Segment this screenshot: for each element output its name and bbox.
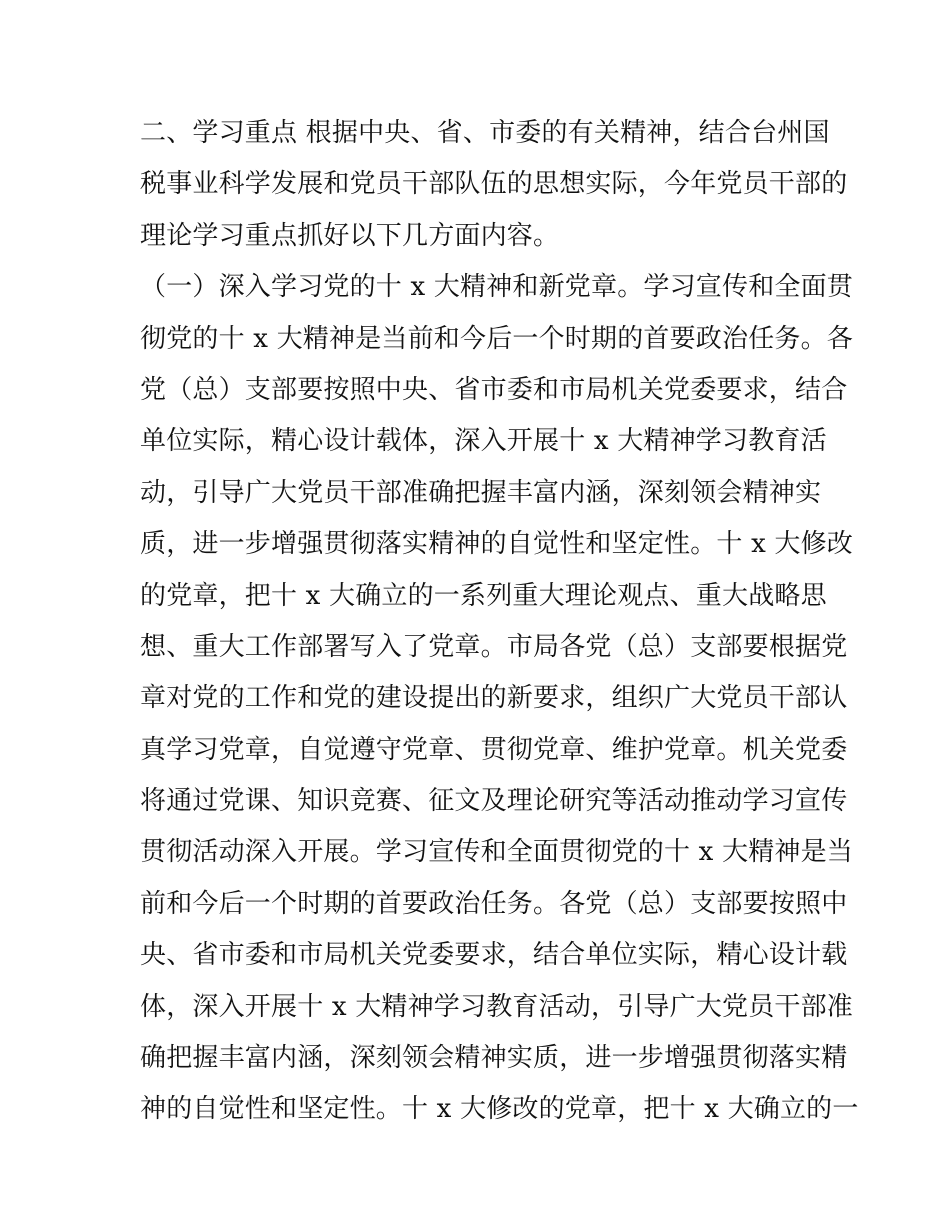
- text-line: 确把握丰富内涵，深刻领会精神实质，进一步增强贯彻落实精: [140, 1043, 848, 1074]
- text-line: 的党章，把十 x 大确立的一系列重大理论观点、重大战略思: [140, 580, 827, 611]
- text-line: 前和今后一个时期的首要政治任务。各党（总）支部要按照中: [140, 888, 848, 919]
- text-line: （一）深入学习党的十 x 大精神和新党章。学习宣传和全面贯: [140, 272, 853, 303]
- text-line: 彻党的十 x 大精神是当前和今后一个时期的首要政治任务。各: [140, 323, 853, 354]
- text-line: 真学习党章，自觉遵守党章、贯彻党章、维护党章。机关党委: [140, 734, 848, 765]
- text-line: 税事业科学发展和党员干部队伍的思想实际，今年党员干部的: [140, 169, 848, 200]
- text-line: 央、省市委和市局机关党委要求，结合单位实际，精心设计载: [140, 940, 848, 971]
- text-line: 想、重大工作部署写入了党章。市局各党（总）支部要根据党: [140, 631, 848, 662]
- text-line: 党（总）支部要按照中央、省市委和市局机关党委要求，结合: [140, 374, 848, 405]
- text-line: 动，引导广大党员干部准确把握丰富内涵，深刻领会精神实: [140, 477, 822, 508]
- text-line: 单位实际，精心设计载体，深入开展十 x 大精神学习教育活: [140, 426, 827, 457]
- text-line: 贯彻活动深入开展。学习宣传和全面贯彻党的十 x 大精神是当: [140, 837, 853, 868]
- text-line: 理论学习重点抓好以下几方面内容。: [140, 220, 560, 251]
- text-line: 神的自觉性和坚定性。十 x 大修改的党章，把十 x 大确立的一: [140, 1094, 859, 1125]
- text-line: 体，深入开展十 x 大精神学习教育活动，引导广大党员干部准: [140, 991, 853, 1022]
- body-text: [140, 108, 859, 1136]
- text-line: 质，进一步增强贯彻落实精神的自觉性和坚定性。十 x 大修改: [140, 529, 853, 560]
- text-line: 将通过党课、知识竞赛、征文及理论研究等活动推动学习宣传: [140, 786, 848, 817]
- text-line: 二、学习重点 根据中央、省、市委的有关精神，结合台州国: [140, 118, 830, 148]
- text-line: 章对党的工作和党的建设提出的新要求，组织广大党员干部认: [140, 683, 848, 714]
